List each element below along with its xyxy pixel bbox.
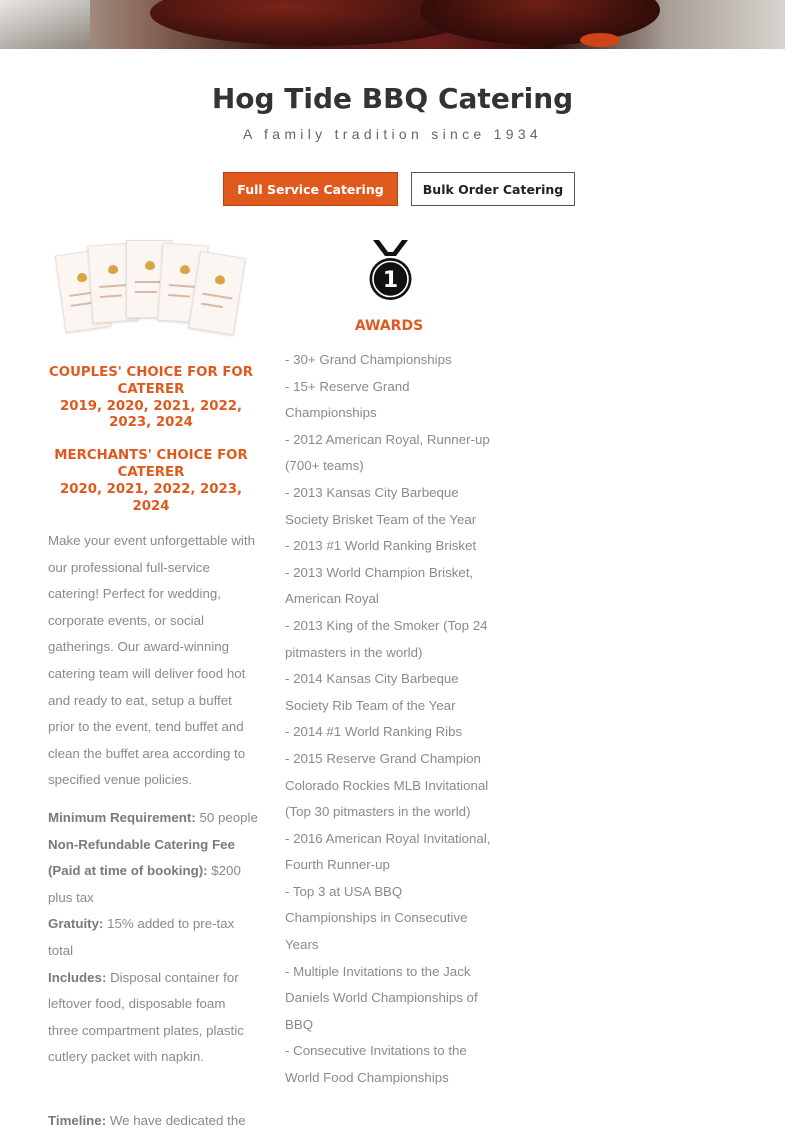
award-item: - 2015 Reserve Grand Champion Colorado Rockies MLB Invitational (Top 30 pitmasters in the world) <box>285 750 489 820</box>
gratuity-value: 15% added to pre-tax total <box>48 916 235 958</box>
svg-text:1: 1 <box>382 268 399 293</box>
bbq-meat-right <box>420 0 660 45</box>
timeline <box>48 1108 268 1132</box>
minimum-label: Minimum Requirement: <box>48 810 196 825</box>
award-item: - 15+ Reserve Grand Championships <box>285 378 410 421</box>
couples-choice-award <box>48 365 254 432</box>
knife-decoration <box>0 0 90 49</box>
award-item: - Consecutive Invitations to the World Food Championships <box>285 1043 467 1086</box>
couples-choice-years: 2019, 2020, 2021, 2022, 2023, 2024 <box>59 398 243 431</box>
award-item: - 2016 American Royal Invitational, Fourth Runner-up <box>285 830 491 873</box>
includes <box>48 965 258 1071</box>
first-place-medal-icon <box>368 240 413 302</box>
catering-fee <box>48 832 258 912</box>
minimum-value: 50 people <box>195 810 258 825</box>
award-certificates-image <box>56 238 246 348</box>
includes-label: Includes: <box>48 969 107 985</box>
bulk-order-catering-button[interactable]: Bulk Order Catering <box>411 172 575 206</box>
fee-value: $200 plus tax <box>48 863 241 905</box>
awards-list <box>285 347 495 1092</box>
award-item: - 2013 #1 World Ranking Brisket <box>285 538 477 554</box>
award-item: - 2013 Kansas City Barbeque Society Brisket Team of the Year <box>285 484 477 527</box>
award-item: - 2013 World Champion Brisket, American Royal <box>285 564 474 607</box>
timeline-value: We have dedicated the <box>106 1113 246 1128</box>
full-service-catering-button[interactable]: Full Service Catering <box>223 172 398 206</box>
minimum-requirement <box>48 805 258 832</box>
award-item: - 2012 American Royal, Runner-up (700+ teams) <box>285 431 490 474</box>
timeline-label: Timeline: <box>48 1113 107 1128</box>
award-item: - 2013 King of the Smoker (Top 24 pitmasters in the world) <box>285 617 488 660</box>
service-description: Make your event unforgettable with our professional full-service catering! Perfect for wedding, corporate events, or social gatherings. Our award-winning catering team will deliver food hot and ready to eat, setup a buffet prior to the event, tend buffet and clean the buffet area according to specified venue policies. <box>48 533 255 788</box>
page-tagline: A family tradition since 1934 <box>242 126 543 142</box>
award-item: - 2014 Kansas City Barbeque Society Rib Team of the Year <box>285 671 459 713</box>
gratuity <box>48 911 258 964</box>
fee-label: Non-Refundable Catering Fee (Paid at time of booking): <box>48 836 235 879</box>
award-item: - 2014 #1 World Ranking Ribs <box>285 724 463 740</box>
couples-choice-title: COUPLES' CHOICE FOR FOR CATERER <box>49 365 253 397</box>
merchants-choice-award <box>48 448 254 515</box>
gratuity-label: Gratuity: <box>48 916 104 932</box>
merchants-choice-years: 2020, 2021, 2022, 2023, 2024 <box>59 481 243 514</box>
awards-heading: AWARDS <box>354 318 424 334</box>
award-item: - Top 3 at USA BBQ Championships in Consecutive Years <box>285 883 468 953</box>
page-title: Hog Tide BBQ Catering <box>211 82 574 115</box>
hero-banner-image <box>0 0 785 49</box>
award-item: - 30+ Grand Championships <box>285 352 452 367</box>
award-item: - Multiple Invitations to the Jack Daniels World Championships of BBQ <box>285 963 478 1032</box>
honors-block <box>48 365 254 515</box>
sauce-drop <box>580 33 620 47</box>
merchants-choice-title: MERCHANTS' CHOICE FOR CATERER <box>54 448 248 480</box>
service-details <box>48 805 258 1071</box>
includes-value: Disposal container for leftover food, disposable foam three compartment plates, plastic cutlery packet with napkin. <box>48 969 244 1065</box>
